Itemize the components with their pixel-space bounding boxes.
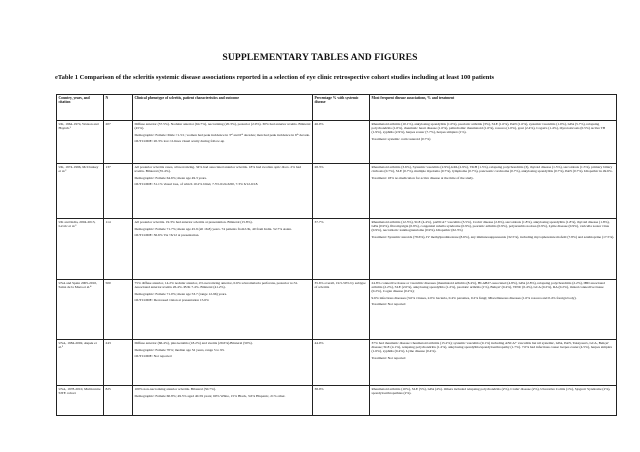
demographic-text: Demographic: Female 64.6%; mean age 49.3 years. bbox=[134, 175, 207, 180]
table-row bbox=[57, 121, 617, 164]
outcome-text: OUTCOME: 31.1% visual loss, of which 10.2% blind, 7.3% 6/24-6/60, 7.3% 6/12-6/18. bbox=[134, 182, 259, 187]
outcome-text: OUTCOME: Not reported bbox=[134, 354, 172, 359]
demographic-text: Demographic: Female 70%; median age 52 years, range 5 to 93. bbox=[134, 347, 225, 352]
column-header-n: N bbox=[104, 95, 133, 121]
demographic-text: Demographic: Female 71.0%; mean age 53.7 (range 12-96) years. bbox=[134, 291, 227, 296]
percentage-cell: 38.9% bbox=[313, 386, 370, 416]
treatment-text: Treatment: Not reported bbox=[371, 302, 406, 307]
associations-cell bbox=[370, 386, 617, 416]
percentage-cell: 28.3% bbox=[313, 164, 370, 219]
associations-cell bbox=[370, 280, 617, 340]
associations-text: 37% had rheumatic disease: rheumatoid arthritis (15.2%); systemic vasculitis (9.1%) including ANCA+ vasculitis but nil systemic, GPA, PAN, Takayasu's, GCA, Behçet' disease; SLE (4.1%), relapsing polychondritis (1.2%), ankylosing spondylitis/spondyloarthropathy (1.7%). 7.0% had infectious cause: herpes zoster (4.5%), herpes simplex (1.6%), syphilis (0.4%), Lyme disease (0.4%). bbox=[371, 341, 612, 354]
phenotype-cell bbox=[133, 219, 313, 280]
table-row bbox=[57, 164, 617, 219]
associations-cell bbox=[370, 340, 617, 386]
column-header-citation: Country, years, and citation bbox=[57, 95, 104, 121]
associations-text: Rheumatoid arthritis (10%), SLE (5%), GPA (4%). Others included relapsing polychondritis (2%), Crohn' disease (2%), Ulcerative Colitis (1%), Sjogren' Syndrome (2%), spondyloarthropathies (2%). bbox=[371, 387, 611, 396]
n-cell: 207 bbox=[104, 121, 133, 164]
treatment-text: Treatment: Systemic steroids (78.6%), IV methylprednisolone (8.6%), any immunosuppressants (32.5%), including mycophenolate mofetil (7.8%) and azathioprine (17.5%). bbox=[371, 234, 615, 239]
outcome-text: OUTCOME: 36.6% VA <6/12 at presentation. bbox=[134, 233, 200, 238]
percentage-cell: 35.6% overall, 19.5-50% by subtype of scleritis bbox=[313, 280, 370, 340]
phenotype-cell bbox=[133, 386, 313, 416]
phenotype-text: Diffuse anterior (66.4%), plus keratitis (18.2%) and uveitis (29.6%).Bilateral (50%). bbox=[134, 341, 253, 346]
phenotype-text: All posterior scleritis. 19.3% had anterior scleritis at presentation. Bilateral (15.8%). bbox=[134, 220, 253, 225]
associations-cell bbox=[370, 219, 617, 280]
table-row bbox=[57, 219, 617, 280]
citation-cell: UK, 1964-1974, Watson and Hayreh.¹ bbox=[57, 121, 104, 164]
percentage-cell: 44.0% bbox=[313, 340, 370, 386]
demographic-text: Demographic: Female 71.7%; mean age 45.9 (all 16.8) years. 74 patients from UK, 40 from India. 52.7% Asian. bbox=[134, 226, 292, 231]
phenotype-text: Diffuse anterior (57.5%). Nodular anterior (64.7%), necrotizing (20.3%), posterior (2.9%). 30% had anterior uveitis. Bilateral (45%). bbox=[134, 122, 311, 131]
n-cell: 243 bbox=[104, 340, 133, 386]
table-header-row bbox=[57, 95, 617, 121]
outcome-text: OUTCOME: 20.3% lost ≥2-lines visual acuity during follow-up bbox=[134, 139, 225, 144]
phenotype-cell bbox=[133, 164, 313, 219]
citation-cell: UK, 1974-1996, McCluskey et al.² bbox=[57, 164, 104, 219]
n-cell: 500 bbox=[104, 280, 133, 340]
n-cell: 114 bbox=[104, 219, 133, 280]
citation-cell: USA, 1984-2002, Akpek et al.⁵ bbox=[57, 340, 104, 386]
table-row bbox=[57, 280, 617, 340]
page-heading: SUPPLEMENTARY TABLES AND FIGURES bbox=[222, 52, 418, 63]
associations-text: Rheumatoid arthritis (12.3%), SLE (4.4%), pANCA+ vasculitis (3.5%), Crohn' disease (2.6%), sarcoidosis (1.8%), ankylosing spondylitis (1.8%), thyroid disease (1.8%), GPA (0.9%), fibromyalgia (0.9%), congenital rubella syndrome (0.9%), psoriatic arthritis (0.9%), polyarteritis nodosa (0.9%), Lyme disease (0.9%), varicella zoster virus (0.9%), necrobiotic xanthogranuloma (0.9%). Idiopathic (62.3%) bbox=[371, 220, 610, 233]
outcome-text: OUTCOME: Decreased vision at presentation 15.6% bbox=[134, 298, 209, 303]
citation-cell: USA and Spain 2005-2010, Sainz de la Maza et al.⁴ bbox=[57, 280, 104, 340]
phenotype-text: All posterior scleritis cases, all necrotizing. 34% had associated anterior scleritis. 18% had swollen optic discs. 2% had uveitis. Bilateral (35.4%). bbox=[134, 165, 301, 174]
etable-1 bbox=[56, 94, 617, 416]
n-cell: 825 bbox=[104, 386, 133, 416]
table-caption: eTable 1 Comparison of the scleritis systemic disease associations reported in a selection of eye clinic retrospective cohort studies including at least 100 patients bbox=[55, 74, 495, 81]
phenotype-cell bbox=[133, 340, 313, 386]
phenotype-cell bbox=[133, 121, 313, 164]
citation-cell: UK and India, 2004-2013, Lavric et al.³ bbox=[57, 219, 104, 280]
column-header-associations: Most frequent disease associations, % and treatment bbox=[370, 95, 617, 121]
phenotype-cell bbox=[133, 280, 313, 340]
infectious-text: 9.6% infectious diseases (3.0% viruses, 2.0% bacteria, 0.4% parasites, 0.2% fungi; Miscellaneous diseases (1.0% rosacea and 0.4% foreign body). bbox=[371, 295, 577, 300]
percentage-cell: 37.7% bbox=[313, 219, 370, 280]
associations-text: 24.8% connective tissue or vasculitic diseases (rheumatoid arthritis (8.4%), HLAB27-associated (4.8%), GPA (2.8%), relapsing polychondritis (2.2%), IBD associated arthritis (2.2%), SLE (2.0%), ankylosing spondylitis (1.2%), psoriatic arthritis (1%), Behçet' (0.4%), TINU (0.4%), GCA (0.2%), RA (0.2%), mixed connective tissue (0.2%), Cogan disease (0.2%); bbox=[371, 281, 605, 294]
demographic-text: Demographic: Female 60.8%; 49.5% aged 40-59 years; 60% White, 15% Black, 3.6% Hispanic, 21% other. bbox=[134, 393, 286, 398]
associations-text: Rheumatoid arthritis (3.6%), Systemic vasculitis (2.9%),GPA (2.9%), VKH (1.5%), relapsing polychondritis (3), thyroid disease (1.5%), sarcoidosis (1.5%), primary biliary cirrhosis (0.7%), SLE (0.7%), multiple myeloma (0.7%), lymphoma (0.7%), pancreatic carcinoma (0.7%), ankylosing spondylitis (0.7%), PAN (0.7%). Idiopathic in 49.6%. bbox=[371, 165, 613, 174]
n-cell: 137 bbox=[104, 164, 133, 219]
percentage-cell: 46.0% bbox=[313, 121, 370, 164]
demographic-text: Demographic: Female: Male >1.5:1; women had peak incidence in 3ʳᵈ and 6ᵗʰ decades; men had peak incidence in 6ᵗʰ decade. bbox=[134, 132, 310, 137]
phenotype-text: 100% non-necrotising anterior scleritis. Bilateral (50.7%). bbox=[134, 387, 216, 392]
column-header-percentage: Percentage % with systemic disease bbox=[313, 95, 370, 121]
table-row bbox=[57, 386, 617, 416]
phenotype-text: 75% diffuse anterior, 14.2% nodular anterior, 4% necrotizing anterior, 0.6% scleromalacia perforans, posterior n=31. Associated anterior uveitis 26.4%. PUK 7.4%. Bilateral (41.2%). bbox=[134, 281, 299, 290]
treatment-text: Treatment: 18% no medication for active disease at the time of the study. bbox=[371, 175, 474, 180]
citation-cell: USA, 1978-2010, Multicentre SITE cohort bbox=[57, 386, 104, 416]
associations-text: Rheumatoid arthritis (10.1%), ankylosing spondylitis (1.0%), psoriatic arthritis (3%), SLE (1.0%), PAN (1.0%), systemic vasculitis (1.0%), GPA (5.7%), relapsing polychondritis (1.0%), rheumatic heart disease (1.0%), palindromic rheumatoid (1.0%), rosacea (1.0%), gout (2.4%), Cogan's (1.4%), thyrotoxicosis (0.5%) Active TB (1.9%), syphilis (2.9%), herpes zoster (7.7%), herpes simplex (1%). bbox=[371, 122, 606, 135]
associations-cell bbox=[370, 164, 617, 219]
treatment-text: Treatment: Not reported bbox=[371, 355, 406, 360]
column-header-phenotype: Clinical phenotype of scleritis, patient characteristics and outcome bbox=[133, 95, 313, 121]
treatment-text: Treatment: systemic corticosteroid (0.7%) bbox=[371, 136, 431, 141]
table-row bbox=[57, 340, 617, 386]
associations-cell bbox=[370, 121, 617, 164]
